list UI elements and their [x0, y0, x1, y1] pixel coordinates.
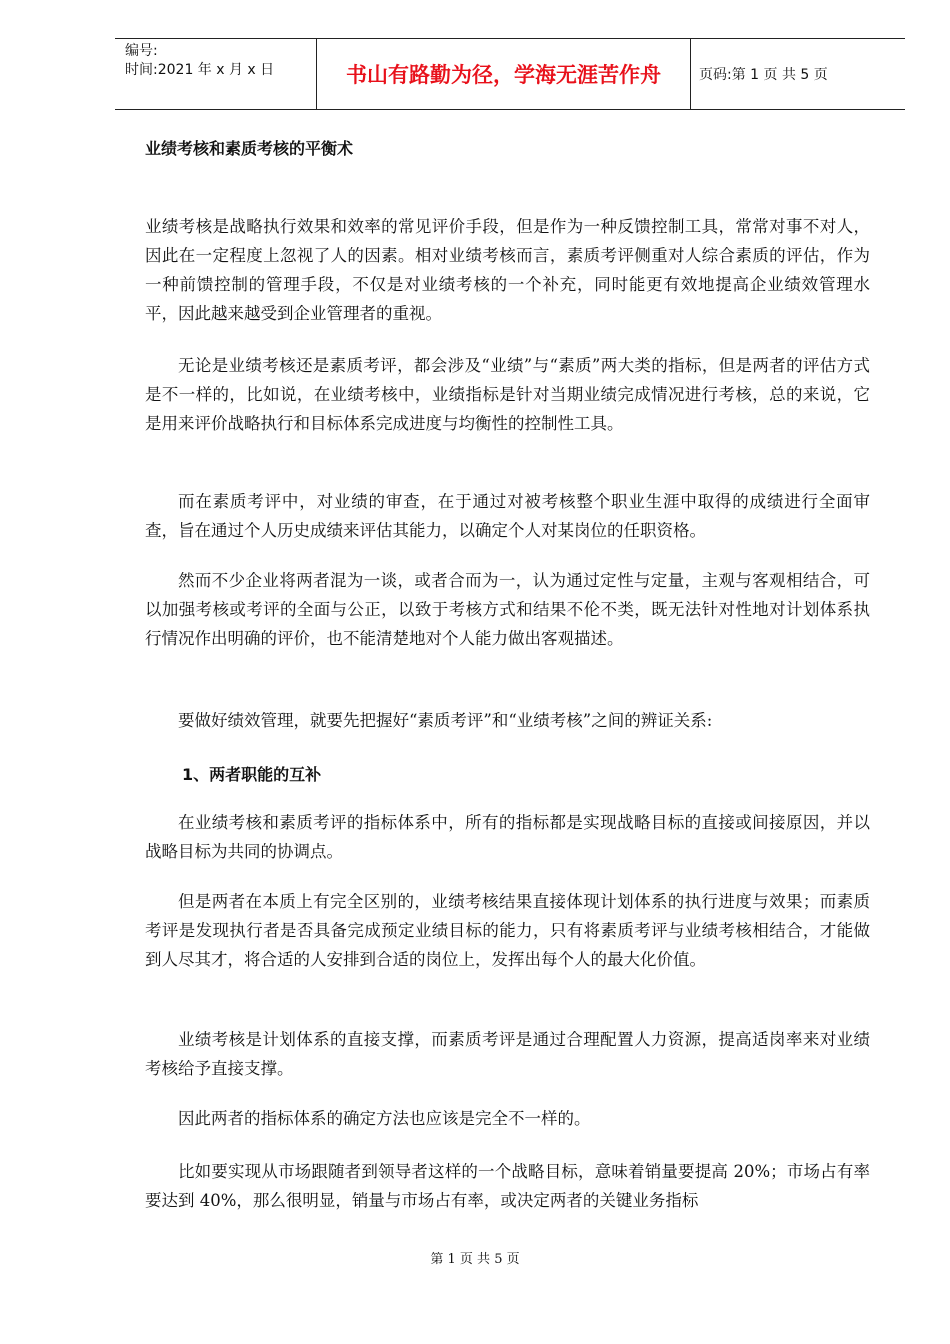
section-heading: 1、两者职能的互补: [182, 765, 322, 784]
paragraph-5: 要做好绩效管理，就要先把握好“素质考评”和“业绩考核”之间的辨证关系:: [178, 711, 713, 730]
document-title: 业绩考核和素质考核的平衡术: [145, 139, 354, 158]
paragraph-9: 因此两者的指标体系的确定方法也应该是完全不一样的。: [178, 1109, 591, 1128]
paragraph-4: 然而不少企业将两者混为一谈，或者合而为一，认为通过定性与定量，主观与客观相结合，可以加强考核或考评的全面与公正，以致于考核方式和结果不伦不类，既无法针对性地对计划体系执行情况作出明确的评价，也不能清楚地对个人能力做出客观描述。: [145, 571, 870, 648]
paragraph-1: 业绩考核是战略执行效果和效率的常见评价手段，但是作为一种反馈控制工具，常常对事不对人，因此在一定程度上忽视了人的因素。相对业绩考核而言，素质考评侧重对人综合素质的评估，作为一种前馈控制的管理手段，不仅是对业绩考核的一个补充，同时能更有效地提高企业绩效管理水平，因此越来越受到企业管理者的重视。: [145, 217, 870, 323]
header-meta: [115, 39, 316, 109]
page-header: [115, 38, 905, 110]
page-footer: 第 1 页 共 5 页: [430, 1252, 520, 1267]
paragraph-7: 但是两者在本质上有完全区别的，业绩考核结果直接体现计划体系的执行进度与效果；而素质考评是发现执行者是否具备完成预定业绩目标的能力，只有将素质考评与业绩考核相结合，才能做到人尽其才，将合适的人安排到合适的岗位上，发挥出每个人的最大化价值。: [145, 892, 870, 969]
paragraph-10: 比如要实现从市场跟随者到领导者这样的一个战略目标，意味着销量要提高 20%；市场占有率要达到 40%，那么很明显，销量与市场占有率，或决定两者的关键业务指标: [145, 1162, 870, 1210]
paragraph-3: 而在素质考评中，对业绩的审查，在于通过对被考核整个职业生涯中取得的成绩进行全面审查，旨在通过个人历史成绩来评估其能力，以确定个人对某岗位的任职资格。: [145, 492, 870, 540]
paragraph-6: 在业绩考核和素质考评的指标体系中，所有的指标都是实现战略目标的直接或间接原因，并以战略目标为共同的协调点。: [145, 813, 870, 861]
paragraph-8: 业绩考核是计划体系的直接支撑，而素质考评是通过合理配置人力资源，提高适岗率来对业绩考核给予直接支撑。: [145, 1030, 870, 1078]
paragraph-2: 无论是业绩考核还是素质考评，都会涉及“业绩”与“素质”两大类的指标，但是两者的评估方式是不一样的，比如说，在业绩考核中，业绩指标是针对当期业绩完成情况进行考核，总的来说，它是用来评价战略执行和目标体系完成进度与均衡性的控制性工具。: [145, 356, 870, 433]
header-number-label: 编号:: [125, 43, 158, 59]
header-motto: 书山有路勤为径，学海无涯苦作舟: [316, 39, 691, 109]
header-page-label: 页码:第 1 页 共 5 页: [699, 67, 828, 83]
header-time-label: 时间:2021 年 x 月 x 日: [125, 62, 275, 78]
